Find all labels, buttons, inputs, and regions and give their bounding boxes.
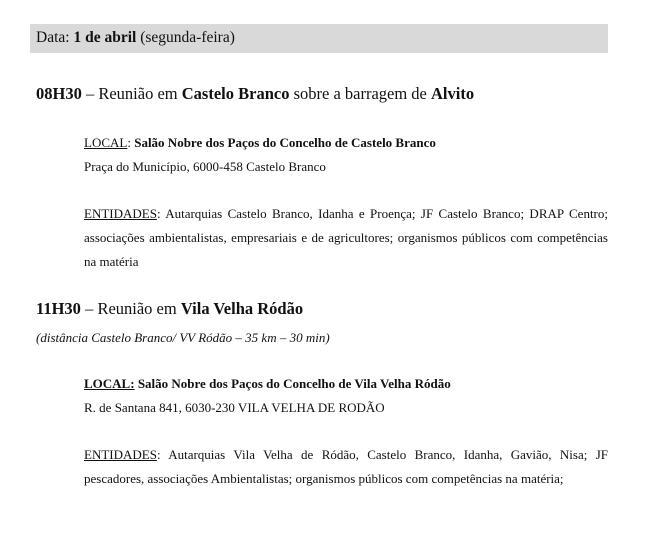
date-label: Data: bbox=[36, 29, 70, 46]
event-2-local-label: LOCAL: bbox=[84, 376, 135, 391]
event-2-place: Vila Velha Ródão bbox=[180, 299, 304, 318]
date-bar bbox=[30, 24, 608, 53]
event-1-entidades-text: : Autarquias Castelo Branco, Idanha e Proença; JF Castelo Branco; DRAP Centro; associações ambientalistas, empresariais e de agricultores; organismos públicos com competências na matéria bbox=[84, 206, 608, 269]
event-2-text1: Reunião em bbox=[97, 299, 177, 318]
date-value: 1 de abril bbox=[73, 29, 137, 46]
event-2-entidades-label: ENTIDADES bbox=[84, 447, 157, 462]
event-2-entidades bbox=[84, 443, 608, 491]
event-2-title bbox=[36, 298, 303, 320]
date-weekday: (segunda-feira) bbox=[140, 29, 235, 46]
event-1-dash: – bbox=[85, 84, 95, 103]
event-1-local-sep: : bbox=[127, 135, 131, 150]
event-1-title bbox=[36, 83, 474, 105]
event-1-entidades-label: ENTIDADES bbox=[84, 206, 157, 221]
event-1-entidades bbox=[84, 202, 608, 274]
event-1-time: 08H30 bbox=[36, 84, 82, 103]
event-2-distance-note: (distância Castelo Branco/ VV Ródão – 35 km – 30 min) bbox=[36, 330, 330, 345]
event-1-local bbox=[84, 131, 608, 155]
event-1-place: Castelo Branco bbox=[181, 84, 290, 103]
event-1-local-name: Salão Nobre dos Paços do Concelho de Castelo Branco bbox=[134, 135, 436, 150]
event-2-local-name: Salão Nobre dos Paços do Concelho de Vila Velha Ródão bbox=[137, 376, 451, 391]
event-2-dash: – bbox=[85, 299, 94, 318]
event-1-address: Praça do Município, 6000-458 Castelo Branco bbox=[84, 159, 326, 174]
event-2-entidades-text: : Autarquias Vila Velha de Ródão, Castelo Branco, Idanha, Gavião, Nisa; JF pescadores, associações Ambientalistas; organismos públicos com competências na matéria; bbox=[84, 447, 608, 486]
event-1-text1: Reunião em bbox=[98, 84, 178, 103]
event-2-time: 11H30 bbox=[36, 299, 81, 318]
event-2-local bbox=[84, 372, 608, 396]
event-1-local-label: LOCAL bbox=[84, 135, 128, 150]
event-1-subject: Alvito bbox=[431, 84, 475, 103]
event-1-text2: sobre a barragem de bbox=[293, 84, 427, 103]
event-2-address: R. de Santana 841, 6030-230 VILA VELHA DE RODÃO bbox=[84, 400, 385, 415]
